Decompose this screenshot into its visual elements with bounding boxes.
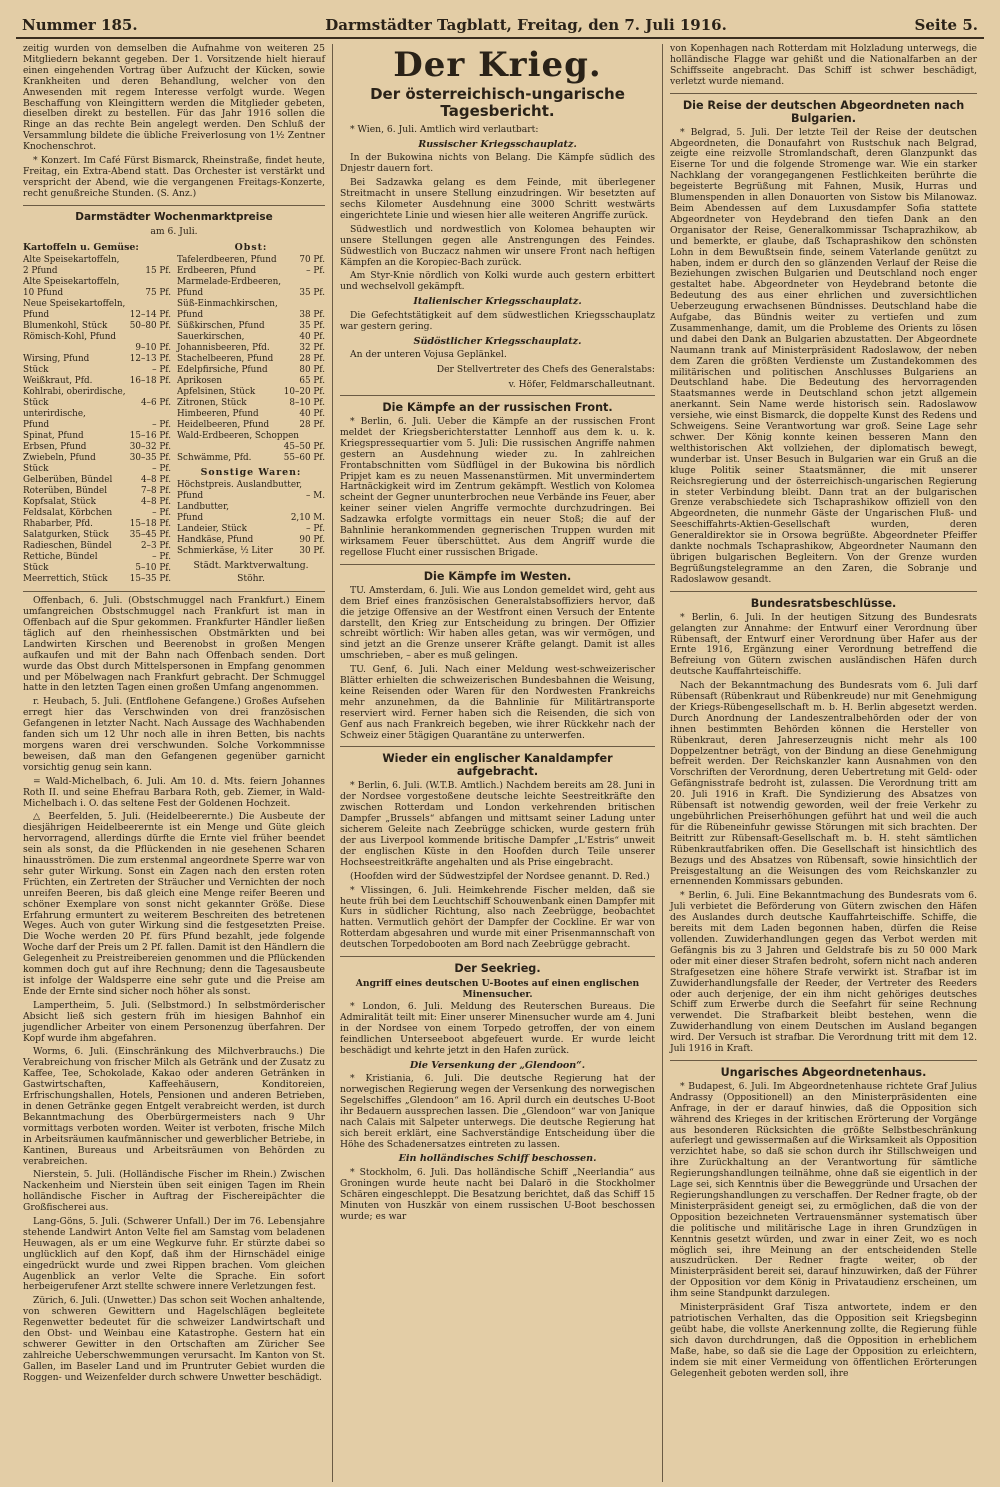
market-row xyxy=(23,541,171,552)
market-row xyxy=(23,398,171,409)
market-price: 2–3 Pf. xyxy=(140,541,171,552)
market-item: Edelpfirsiche, Pfund xyxy=(177,365,268,376)
market-row xyxy=(23,486,171,497)
market-price: 40 Pf. xyxy=(299,332,325,343)
westen-paras xyxy=(340,586,655,742)
market-row xyxy=(23,255,171,266)
kanaldampfer-paragraph: * Berlin, 6. Juli. (W.T.B. Amtlich.) Nachdem bereits am 28. Juni in der Nordsee vorgestoßene deutsche leichte Seestreitkräfte den zwischen Rotterdam und London verkehrenden britischen Dampfer „Brussels“ abfangen und mittsamt seiner Ladung unter sicherem Geleite nach Zeebrügge schicken, wurde gestern früh der aus Liverpool kommende britische Dampfer „L'Estris“ unweit der englischen Küste in den Hoofden durch Teile unserer Hochseestreitkräfte angehalten und als Prise eingebracht. xyxy=(340,780,655,868)
kanaldampfer-paragraph: * Vlissingen, 6. Juli. Heimkehrende Fischer melden, daß sie heute früh bei dem Leuchtschiff Schouwenbank einen Dampfer mit Kurs in südlicher Richtung, also nach Zeebrügge, beobachtet hatten. Vermutlich gehört der Dampfer der Cockline. Er war von Rotterdam abgesahren und wurde mit einer Prisenmannschaft von deutschen Torpedobooten am Bord nach Zeebrügge gebracht. xyxy=(340,884,655,951)
market-price: 15–35 Pf. xyxy=(129,574,171,585)
market-price: 75 Pf. xyxy=(145,288,171,299)
market-item: Weißkraut, Pfd. xyxy=(23,376,93,387)
russian-front-paragraph: In der Bukowina nichts von Belang. Die Kämpfe südlich des Dnjestr dauern fort. xyxy=(340,152,655,175)
market-price: 12–14 Pf. xyxy=(129,310,171,321)
market-item: Höchstpreis. Auslandbutter, xyxy=(177,480,303,491)
heading-holl-schiff: Ein holländisches Schiff beschossen. xyxy=(398,1153,597,1165)
reise-paras xyxy=(670,128,977,586)
market-item: Pfund xyxy=(177,288,204,299)
market-item: Erdbeeren, Pfund xyxy=(177,266,257,277)
market-row xyxy=(23,266,171,277)
divider xyxy=(340,564,655,565)
market-row xyxy=(23,321,171,332)
market-item: Zwiebeln, Pfund xyxy=(23,453,96,464)
russian-front-paragraph: Südwestlich und nordwestlich von Kolomea behaupten wir unsere Stellungen gegen alle Anstrengungen des Feindes. Südwestlich von Buczacz nahmen wir unsere Front nach heftigen Kämpfen an die Koropiec-Bach zurück. xyxy=(340,223,655,268)
war-headline: Der Krieg. xyxy=(393,45,602,85)
market-row xyxy=(177,299,325,310)
market-row xyxy=(23,508,171,519)
market-row xyxy=(177,332,325,343)
masthead xyxy=(16,10,984,39)
article-intro: zeitig wurden von demselben die Aufnahme von weiteren 25 Mitgliedern bekannt gegeben. Der 1. Vorsitzende hielt hierauf einen eingehenden Vortrag über Aufzucht der Kücken, sowie Krankheiten und deren Behandlung, welcher von den Anwesenden mit regem Interesse verfolgt wurde. Wegen Beschaffung von Kleingittern werden die Mitglieder gebeten, dieselben direkt zu bestellen. Für das Jahr 1916 sollen die Ringe an das rechte Bein angelegt werden. Den Schluß der Versammlung bildete die übliche Freiverlosung von 1½ Zentner Knochenschrot. xyxy=(23,44,325,153)
market-price: 40 Pf. xyxy=(299,409,325,420)
market-row xyxy=(177,321,325,332)
continued-text: von Kopenhagen nach Rotterdam mit Holzladung unterwegs, die holländische Flagge war gehißt und die Nationalfarben an der Schiffsseite angebracht. Das Schiff ist schwer beschädigt, verletzt wurde niemand. xyxy=(670,44,977,87)
market-row xyxy=(177,453,325,464)
market-price: 35 Pf. xyxy=(299,288,325,299)
market-price: 35 Pf. xyxy=(299,321,325,332)
market-price: 4–6 Pf. xyxy=(140,398,171,409)
market-item: Pfund xyxy=(23,420,50,431)
market-row xyxy=(177,266,325,277)
market-item: Erbsen, Pfund xyxy=(23,442,87,453)
market-item: Aprikosen xyxy=(177,376,223,387)
market-item: Roterüben, Bündel xyxy=(23,486,108,497)
market-row xyxy=(177,546,325,557)
market-price: 9–10 Pf. xyxy=(135,343,171,354)
market-row xyxy=(23,343,171,354)
market-price: – M. xyxy=(306,491,325,502)
ungarn-paragraph: Ministerpräsident Graf Tisza antwortete, indem er den patriotischen Verhalten, das die Opposition seit Kriegsbeginn geübt habe, die vollste Anerkennung zollte, die Regierung fühle sich davon durchdrungen, daß die Opposition in erheblichem Maße, habe, so daß sie die Lage der Opposition zu erleichtern, indem sie mit einer Vermeidung von öffentlichen Erörterungen Gelegenheit geboten werden soll, ihre xyxy=(670,1302,977,1379)
market-price: 15–16 Pf. xyxy=(129,431,171,442)
market-price: 65 Pf. xyxy=(299,376,325,387)
market-row xyxy=(177,354,325,365)
market-item: Landeier, Stück xyxy=(177,524,247,535)
market-price: 16–18 Pf. xyxy=(129,376,171,387)
bundesrat-paragraph: Nach der Bekanntmachung des Bundesrats vom 6. Juli darf Rübensaft (Rübenkraut und Rübenkreude) nur mit Genehmigung der Kriegs-Rübengesellschaft m. b. H. Berlin abgesetzt werden. Durch Anordnung der Landeszentralbehörden oder der von ihnen bestimmten Behörden können die Hersteller von Rübenkraut, deren Jahreserzeugnis nicht mehr als 100 Doppelzentner beträgt, von der Bindung an diese Genehmigung befreit werden. Der Reichskanzler kann Ausnahmen von den Vorschriften der Verordnung, deren Uebertretung mit Geld- oder Gefängnisstrafe bedroht ist, zulassen. Die Verordnung tritt am 20. Juli 1916 in Kraft. Die Syndizierung des Absatzes von Rübensaft ist notwendig geworden, weil der freie Verkehr zu ungebührlichen Preiserhöhungen geführt hat und weil die auch für die Rübeneinfuhr gewisse Störungen mit sich brachten. Der Beitritt zur Rübensaft-Gesellschaft m. b. H. steht sämtlichen Rübenkrautfabriken offen. Die Gesellschaft ist hinsichtlich des Bezugs und des Absatzes von Rübensaft, sowie hinsichtlich der Preisgestaltung an die Weisungen des vom Reichskanzler zu ernennenden Kommissars gebunden. xyxy=(670,680,977,888)
seekrieg-text: * London, 6. Juli. Meldung des Reuterschen Bureaus. Die Admiralität teilt mit: Einer unserer Minensucher wurde am 4. Juni in der Nordsee von einem Torpedo getroffen, der von einem feindlichen Unterseeboot abgefeuert wurde. Er wurde leicht beschädigt und kehrte jetzt in den Hafen zurück. xyxy=(340,1001,655,1056)
heading-southeast-front: Südöstlicher Kriegsschauplatz. xyxy=(413,335,582,347)
market-row xyxy=(23,497,171,508)
war-intro: * Wien, 6. Juli. Amtlich wird verlautbart: xyxy=(350,124,539,135)
market-head-right: Obst: xyxy=(234,242,268,254)
market-row xyxy=(23,299,171,310)
market-item: Stück xyxy=(23,464,49,475)
market-item: 2 Pfund xyxy=(23,266,58,277)
market-row xyxy=(23,453,171,464)
russian-front-paragraph: Am Styr-Knie nördlich von Kolki wurde auch gestern erbittert und wechselvoll gekämpft. xyxy=(340,270,655,293)
market-item: Pfund xyxy=(177,310,204,321)
market-item: Feldsalat, Körbchen xyxy=(23,508,113,519)
divider xyxy=(340,746,655,747)
market-row xyxy=(23,365,171,376)
market-price: – Pf. xyxy=(306,524,325,535)
market-item: Kohlrabi, oberirdische, xyxy=(23,387,126,398)
market-price: 55–60 Pf. xyxy=(283,453,325,464)
market-item: Stück xyxy=(23,398,49,409)
column-3 xyxy=(662,44,984,1482)
market-date: am 6. Juli. xyxy=(150,226,198,238)
market-price: 45–50 Pf. xyxy=(283,442,325,453)
market-row xyxy=(23,332,171,343)
market-price: 4–8 Pf. xyxy=(140,497,171,508)
westen-paragraph: TU. Amsterdam, 6. Juli. Wie aus London gemeldet wird, geht aus dem Brief eines französischen Generalstabsoffiziers hervor, daß die jetzige Offensive an der Westfront einen Versuch der Entente darstellt, den Krieg zur Entscheidung zu bringen. Der Offizier schreibt wörtlich: Wir haben alles getan, was wir vermögen, und sind jetzt an die Grenze unserer Kräfte gelangt. Damit ist alles umschrieben, – aber es muß gelingen. xyxy=(340,584,655,662)
market-row xyxy=(177,513,325,524)
news-paragraph: Zürich, 6. Juli. (Unwetter.) Das schon seit Wochen anhaltende, von schweren Gewittern und Hagelschlägen begleitete Regenwetter bedeutet für die schweizer Landwirtschaft und den Obst- und Weinbau eine Katastrophe. Gestern hat ein schwerer Gewitter in den Ortschaften am Züricher See zahlreiche Ueberschwemmungen verursacht. Im Kanton von St. Gallen, im Baseler Land und im Pruntruter Gebiet wurden die Roggen- und Weizenfelder durch schwere Unwetter beschädigt. xyxy=(23,1295,325,1383)
local-news xyxy=(23,596,325,1383)
heading-kaempfe-russ: Die Kämpfe an der russischen Front. xyxy=(382,401,613,414)
seekrieg-subtitle: Angriff eines deutschen U-Bootes auf einen englischen Minensucher. xyxy=(355,978,640,1001)
heading-glendoon: Die Versenkung der „Glendoon“. xyxy=(409,1059,586,1071)
market-item: Wirsing, Pfund xyxy=(23,354,90,365)
market-price: 28 Pf. xyxy=(299,354,325,365)
market-price: 4–8 Pf. xyxy=(140,475,171,486)
market-item: Johannisbeeren, Pfd. xyxy=(177,343,270,354)
market-item: Landbutter, xyxy=(177,502,229,513)
market-row xyxy=(23,277,171,288)
reise-paragraph: * Belgrad, 5. Juli. Der letzte Teil der Reise der deutschen Abgeordneten, die Donaufahrt von Rustschuk nach Belgrad, zeigte eine reizvolle Stromlandschaft, deren Glanzpunkt das Eiserne Tor und die folgende Stromenge war. Wie ein starker Nachklang der vorangegangenen Festlichkeiten berührte die begeisterte Begrüßung mit Fahnen, Musik, Hurras und Blumenspenden in allen Donauorten von Sistow bis Milanowaz. Beim Abendessen auf dem Luxusdampfer Sofia stattete Abgeordneter von Heydebrand den tiefen Dank an den Organisator der Reise, Generalkommissar Tschaprazhikow, ab und bemerkte, er glaube, daß Tschaprashikow den schönsten Lohn in dem Bewußtsein finde, seinem Vaterlande genützt zu haben, indem er durch den so glänzenden Verlauf der Reise die Beziehungen zwischen Bulgarien und Deutschland noch enger gestaltet habe. Abgeordneter von Heydebrand betonte die Bedeutung des aus einer ehrlichen und zuversichtlichen Ueberzeugung erwachsenen Bündnisses. Deutschland habe die Aufgabe, das Bündnis weiter zu vertiefen und zum Zusammenhange, damit, um die Probleme des Orients zu lösen und dabei den Dank an Bulgarien abzustatten. Der Abgeordnete Naumann trank auf Ministerpräsident Radoslawow, der neben dem Zaren die größten Verdienste um Zustandekommen des militärischen und politischen Anschlusses Bulgariens an Deutschland habe. Die Bedeutung des hervorragenden Staatsmannes werde in Deutschland schon jetzt allgemein anerkannt. Sein Name werde historisch sein. Radoslawow versiehe, wie einst Bismarck, die doppelte Kunst des Redens und Schweigens. Seine Verantwortung war groß. Seine Lage sehr schwer. Der König konnte keinen besseren Mann den welthistorischen Akt vollziehen, der diplomatisch bewegt, wunderbar ist. Unser Besuch in Bulgarien war ein Gruß an die kluge Politik seiner Staatsmänner, die mit unserer Reichsregierung und der österreichisch-ungarischen Regierung in steter Verbindung bleibt. Dann trat an der bulgarischen Grenze verabschiedete sich Tschaprashikow offiziell von den Abgeordneten, die nunmehr Gäste der Ungarischen Fluß- und Seeschiffahrts-Aktien-Gesellschaft wurden, deren Generaldirektor sie in Orsowa begrüßte. Abgeordneter Pfeiffer dankte nochmals Tschaprashikow, Abgeordneter Naumann den übrigen bulgarischen Begleitern. Von der Grenze wurden Begrüßungstelegramme an den Zaren, die Sobranje und Radoslawow gesandt. xyxy=(670,126,977,585)
ungarn-paragraph: * Budapest, 6. Juli. Im Abgeordnetenhause richtete Graf Julius Andrassy (Oppositionell) an den Ministerpräsidenten eine Anfrage, in der er darauf hinwies, daß die Opposition sich während des Krieges in der kritischen Erörterung der Vorgänge aus besonderen Rücksichten die größte Selbstbeschränkung auferlegt und gewissermaßen auf die Wirksamkeit als Opposition verzichtet habe, so daß sie schon durch ihr Stillschweigen und ihre Zurückhaltung an der Verantwortung für sämtliche Regierungshandlungen teilnähme, ohne daß sie eigentlich in der Lage sei, sich Kenntnis über die Beweggründe und Ursachen der Regierungshandlungen zu verschaffen. Der Redner fragte, ob der Ministerpräsident geneigt sei, zu ermöglichen, daß die von der Opposition bezeichneten Vertrauensmänner systematisch über die politische und militärische Lage in ihren Grundzügen in Kenntnis gesetzt würden, und zwar in einer Zeit, wo es noch möglich sei, ihre Meinung an der entscheidenden Stelle auszudrücken. Der Redner fragte weiter, ob der Ministerpräsident bereit sei, darauf hinzuwirken, daß der Führer der Opposition vor dem König in Privataudienz erscheinen, um ihm seine Standpunkt darzulegen. xyxy=(670,1080,977,1300)
divider xyxy=(670,591,977,592)
market-item: Stachelbeeren, Pfund xyxy=(177,354,274,365)
market-price: 15 Pf. xyxy=(145,266,171,277)
italian-front-text: Die Gefechtstätigkeit auf dem südwestlichen Kriegsschauplatz war gestern gering. xyxy=(340,309,655,332)
market-other-rows xyxy=(177,480,325,557)
market-price: – Pf. xyxy=(152,508,171,519)
market-price: 30 Pf. xyxy=(299,546,325,557)
market-price: 35–45 Pf. xyxy=(129,530,171,541)
market-row xyxy=(177,376,325,387)
market-row xyxy=(177,288,325,299)
market-item: Pfund xyxy=(177,513,204,524)
news-paragraph: Offenbach, 6. Juli. (Obstschmuggel nach Frankfurt.) Einem umfangreichen Obstschmuggel nach Frankfurt ist man in Offenbach auf die Spur gekommen. Frankfurter Händler ließen täglich auf den rheinhessischen Obstmärkten und bei Landwirten Kirschen und Beerenobst in großen Mengen aufkaufen und mit der Bahn nach Offenbach senden. Dort wurde das Obst durch Mittelspersonen in Empfang genommen und per Möbelwagen nach Frankfurt gebracht. Der Schmuggel hatte in den letzten Tagen einen großen Umfang angenommen. xyxy=(23,595,325,694)
market-row xyxy=(23,552,171,563)
market-price: – Pf. xyxy=(152,552,171,563)
market-item: Pfund xyxy=(23,310,50,321)
market-fruit xyxy=(177,239,325,586)
market-item: Schmierkäse, ½ Liter xyxy=(177,546,273,557)
market-price: – Pf. xyxy=(306,266,325,277)
market-item: Himbeeren, Pfund xyxy=(177,409,259,420)
market-price: 38 Pf. xyxy=(299,310,325,321)
market-price: 12–13 Pf. xyxy=(129,354,171,365)
heading-westen: Die Kämpfe im Westen. xyxy=(423,569,572,583)
news-paragraph: Lang-Göns, 5. Juli. (Schwerer Unfall.) Der im 76. Lebensjahre stehende Landwirt Anton Velte fiel am Samstag vom beladenen Heuwagen, als er um eine Wegkurve fuhr. Er stürzte dabei so unglücklich auf den Kopf, daß ihm der Hirnschädel einige eingedrückt wurde und zwei Rippen brachen. Vom gleichen Augenblick an verlor Velte die Sprache. Ein sofort herbeigerufener Arzt stellte schwere innere Verletzungen fest. xyxy=(23,1216,325,1293)
market-price: 15–18 Pf. xyxy=(129,519,171,530)
divider xyxy=(340,395,655,396)
market-item: Rettiche, Bündel xyxy=(23,552,98,563)
heading-seekrieg: Der Seekrieg. xyxy=(454,962,541,976)
market-item: Rhabarber, Pfd. xyxy=(23,519,93,530)
market-row xyxy=(177,343,325,354)
market-row xyxy=(177,502,325,513)
market-vegetables xyxy=(23,239,171,586)
market-price: 80 Pf. xyxy=(299,365,325,376)
bundesrat-paragraph: * Berlin, 6. Juli. In der heutigen Sitzung des Bundesrats gelangten zur Annahme: der Entwurf einer Verordnung über Rübensaft, der Entwurf einer Verordnung über Hafer aus der Ernte 1916, Ergänzung einer Verordnung betreffend die Befreiung von Gütern zwischen ausländischen Häfen durch deutsche Kauffahrteischiffe. xyxy=(670,611,977,678)
heading-italian-front: Italienischer Kriegsschauplatz. xyxy=(413,296,582,308)
market-item: Pfund xyxy=(177,491,204,502)
market-row xyxy=(177,420,325,431)
heading-reise: Die Reise der deutschen Abgeordneten nach Bulgarien. xyxy=(682,98,965,125)
news-paragraph: △ Beerfelden, 5. Juli. (Heidelbeerernte.) Die Ausbeute der diesjährigen Heidelbeerernte ist ein Menge und Güte gleich hervorragend, allerdings dürfte die Ernte viel früher beendet sein als sonst, da die Pflückenden in nie gesehenen Scharen hinausströmen. Die zum erstenmal angeordnete Sperre war von sehr guter Wirkung. Sonst ein Zagen nach den ersten roten Früchten, ein Zertreten der Sträucher und Vernichten der noch unreifen Beeren, bis daß gleich eine Menge reifer Beeren und schöner Exemplare von sonst nicht gekannter Größe. Diese Erfahrung ermuntert zu weiterem Beschreiten des betretenen Weges. Auch von guter Wirkung sind die festgesetzten Preise. Die Woche werden 20 Pf. fürs Pfund bezahlt, jede folgende Woche darf der Preis um 2 Pf. fallen. Damit ist den Händlern die Gelegenheit zu Preistreibereien genommen und die Pflückenden kommen doch gut auf ihre Rechnung; denn die Tagesausbeute ist infolge der Waldsperre eine sehr gute und die Preise am Ende der Ernte sind sicher noch höher als sonst. xyxy=(23,811,325,997)
market-price: – Pf. xyxy=(152,464,171,475)
market-item: Wald-Erdbeeren, Schoppen xyxy=(177,431,299,442)
market-row xyxy=(23,288,171,299)
news-paragraph: r. Heubach, 5. Juli. (Entflohene Gefangene.) Großes Aufsehen erregt hier das Verschwinden von drei französischen Gefangenen in letzter Nacht. Nach Aussage des Wachhabenden fanden sich um 12 Uhr noch alle in ihren Betten, bis nachts morgens waren drei verschwunden. Solche Vorkommnisse beweisen, daß man den Gefangenen gegenüber garnicht vorsichtig genug sein kann. xyxy=(23,696,325,773)
market-price: 5–10 Pf. xyxy=(135,563,171,574)
market-row xyxy=(23,475,171,486)
market-other-title: Sonstige Waren: xyxy=(200,467,302,479)
market-row xyxy=(23,310,171,321)
market-price: 7–8 Pf. xyxy=(140,486,171,497)
divider xyxy=(670,1060,977,1061)
column-bottom-edge xyxy=(333,1478,662,1482)
market-row xyxy=(177,365,325,376)
market-price: 30–32 Pf. xyxy=(129,442,171,453)
news-paragraph: = Wald-Michelbach, 6. Juli. Am 10. d. Mts. feiern Johannes Roth II. und seine Ehefrau Barbara Roth, geb. Ziemer, in Wald-Michelbach i. O. das seltene Fest der Goldenen Hochzeit. xyxy=(23,775,325,809)
market-item: 10 Pfund xyxy=(23,288,64,299)
holl-schiff-text: * Stockholm, 6. Juli. Das holländische Schiff „Neerlandia“ aus Groningen wurde heute nacht bei Dalarö in die Stockholmer Schären eingeschleppt. Die Besatzung berichtet, daß das Schiff 15 Minuten von Huszkär von einem russischen U-Boot beschossen wurde; es war xyxy=(340,1166,655,1222)
southeast-front-text: An der unteren Vojusa Geplänkel. xyxy=(350,349,507,361)
market-item: Süßkirschen, Pfund xyxy=(177,321,265,332)
divider xyxy=(23,205,325,206)
market-item: Gelberüben, Bündel xyxy=(23,475,113,486)
market-item: Römisch-Kohl, Pfund xyxy=(23,332,116,343)
market-price: 2,10 M. xyxy=(290,513,325,524)
westen-paragraph: TU. Genf, 6. Juli. Nach einer Meldung west-schweizerischer Blätter erhielten die schweizerischen Bundesbahnen die Weisung, keine Reisenden oder Waren für den Nordwesten Frankreichs mehr anzunehmen, da die Bahnlinie für Militärtransporte reserviert wird. Ferner haben sich die Reisenden, die sich von Genf aus nach Frankreich begeben, wie ihrer Rückkehr nach der Schweiz einer 5tägigen Quarantäne zu unterwerfen. xyxy=(340,664,655,741)
article-konzert: * Konzert. Im Café Fürst Bismarck, Rheinstraße, findet heute, Freitag, ein Extra-Abend statt. Das Orchester ist verstärkt und verspricht der Abend, wie die vergangenen Freitags-Konzerte, recht genußreiche Stunden. (S. Anz.) xyxy=(23,155,325,199)
market-row xyxy=(177,491,325,502)
market-price: 30–35 Pf. xyxy=(129,453,171,464)
heading-bundesrat: Bundesratsbeschlüsse. xyxy=(750,596,897,610)
heading-russian-front: Russischer Kriegsschauplatz. xyxy=(418,138,577,150)
market-title: Darmstädter Wochenmarktpreise xyxy=(75,210,273,223)
column-bottom-edge xyxy=(663,1478,984,1482)
market-item: Sauerkirschen, xyxy=(177,332,245,343)
market-row xyxy=(177,442,325,453)
market-row xyxy=(23,409,171,420)
market-row xyxy=(23,376,171,387)
market-price: 32 Pf. xyxy=(299,343,325,354)
market-price: 50–80 Pf. xyxy=(129,321,171,332)
market-row xyxy=(177,255,325,266)
news-paragraph: Nierstein, 5. Juli. (Holländische Fischer im Rhein.) Zwischen Nackenheim und Nierstein üben seit einigen Tagen im Rhein holländische Fischer in Auftrag der Fischereipächter die Großfischerei aus. xyxy=(23,1169,325,1214)
market-row xyxy=(177,480,325,491)
market-item: unterirdische, xyxy=(23,409,86,420)
market-item: Radieschen, Bündel xyxy=(23,541,112,552)
market-price: 10–20 Pf. xyxy=(283,387,325,398)
kanaldampfer-paras xyxy=(340,781,655,951)
market-item: Heidelbeeren, Pfund xyxy=(177,420,270,431)
market-price: – Pf. xyxy=(152,365,171,376)
market-price: – Pf. xyxy=(152,420,171,431)
market-row xyxy=(23,420,171,431)
market-row xyxy=(23,354,171,365)
market-item: Alte Speisekartoffeln, xyxy=(23,255,120,266)
market-row xyxy=(23,387,171,398)
market-row xyxy=(23,530,171,541)
market-item: Zitronen, Stück xyxy=(177,398,247,409)
market-item: Neue Speisekartoffeln, xyxy=(23,299,126,310)
news-paragraph: Worms, 6. Juli. (Einschränkung des Milchverbrauchs.) Die Verabreichung von frischer Milch als Getränk und der Zusatz zu Kaffee, Tee, Schokolade, Kakao oder anderen Getränken in Gastwirtschaften, Kaffeehäusern, Konditoreien, Erfrischungshallen, Hotels, Pensionen und anderen Betrieben, in denen Getränke gegen Entgelt verabreicht werden, ist durch Bekanntmachung des Oberbürgermeisters nach 9 Uhr vormittags verboten worden. Weiter ist verboten, frische Milch in Arbeitsräumen kaufmännischer und gewerblicher Betriebe, in Kantinen, Bureaus und Arbeitsräumen von Behörden zu verabreichen. xyxy=(23,1046,325,1167)
market-fruit-rows xyxy=(177,255,325,464)
russian-front-paras xyxy=(340,153,655,293)
market-item: Stück xyxy=(23,563,49,574)
market-row xyxy=(177,431,325,442)
market-price: 90 Pf. xyxy=(299,535,325,546)
news-paragraph: Lampertheim, 5. Juli. (Selbstmord.) In selbstmörderischer Absicht ließ sich gestern früh im hiesigen Bahnhof ein jugendlicher Arbeiter von einem Personenzug überfahren. Der Kopf wurde ihm abgefahren. xyxy=(23,999,325,1044)
market-row xyxy=(23,574,171,585)
market-row xyxy=(177,277,325,288)
issue-number: Nummer 185. xyxy=(22,16,138,34)
market-row xyxy=(177,398,325,409)
market-row xyxy=(23,563,171,574)
market-item: Tafelerdbeeren, Pfund xyxy=(177,255,277,266)
market-row xyxy=(23,431,171,442)
ungarn-paras xyxy=(670,1082,977,1379)
market-table xyxy=(23,239,325,586)
market-row xyxy=(23,519,171,530)
market-item: Stück xyxy=(23,365,49,376)
market-row xyxy=(23,442,171,453)
market-item: Apfelsinen, Stück xyxy=(177,387,256,398)
market-signature-2: Stöhr. xyxy=(237,573,265,585)
market-item: Blumenkohl, Stück xyxy=(23,321,108,332)
market-item: Salatgurken, Stück xyxy=(23,530,109,541)
market-signature-1: Städt. Marktverwaltung. xyxy=(193,560,309,572)
market-item: Süß-Einmachkirschen, xyxy=(177,299,278,310)
kaempfe-russ-text: * Berlin, 6. Juli. Ueber die Kämpfe an der russischen Front meldet der Kriegsberichterstatter Lennhoff aus dem k. u. k. Kriegspressequartier vom 5. Juli: Die russischen Angriffe nahmen gestern an Ausdehnung wieder zu. In zahlreichen Frontabschnitten vom Südflügel in der Bukowina bis nördlich Pripjet kam es zu neuen Massenanstürmen. Mit unvermindertem Hartnäckigkeit wird im Zentrum gekämpft. Westlich von Kolomea scheint der Gegner ununterbrochen neue Verbände ins Feuer, aber keiner seiner vielen Angriffe vermochte durchzudringen. Bei Sadzawka erfolgte vormittags ein neuer Stoß; die auf der Bahnlinie herankommenden gegnerischen Truppen wurden mit wirksamem Feuer überschüttet. Aus dem Angriff wurde die regellose Flucht einer russischen Brigade. xyxy=(340,416,655,558)
divider xyxy=(340,956,655,957)
signature-line-1: Der Stellvertreter des Chefs des Generalstabs: xyxy=(436,364,655,375)
market-item: Kopfsalat, Stück xyxy=(23,497,96,508)
column-1 xyxy=(16,44,332,1482)
bundesrat-paragraph: * Berlin, 6. Juli. Eine Bekanntmachung des Bundesrats vom 6. Juli verbietet die Beförderung von Gütern zwischen den Häfen des Auslandes durch deutsche Kauffahrteischiffe. Schiffe, die bereits mit dem Laden begonnen haben, dürfen die Reise vollenden. Zuwiderhandlungen gegen das Verbot werden mit Gefängnis bis zu 3 Jahren und Geldstrafe bis zu 50 000 Mark oder mit einer dieser Strafen bedroht, sofern nicht nach anderen Strafgesetzen eine höhere Strafe verwirkt ist. Strafbar ist im Zuwiderhandlungsfalle der Reeder, der Vertreter des Reeders oder auch derjenige, der ein ihm nicht gehöriges deutsches Schiff zum Erwerbe durch die Seefahrt für seine Rechnung verwendet. Die Strafbarkeit bleibt bestehen, wenn die Zuwiderhandlung von einem Deutschen im Ausland begangen wird. Der Versuch ist strafbar. Die Verordnung tritt mit dem 12. Juli 1916 in Kraft. xyxy=(670,890,977,1055)
column-bottom-edge xyxy=(16,1478,332,1482)
divider xyxy=(23,591,325,592)
signature-line-2: v. Höfer, Feldmarschalleutnant. xyxy=(508,379,655,390)
divider xyxy=(670,93,977,94)
heading-ungarn: Ungarisches Abgeordnetenhaus. xyxy=(720,1065,927,1079)
page-number: Seite 5. xyxy=(914,16,978,34)
market-row xyxy=(177,535,325,546)
market-row xyxy=(177,524,325,535)
market-head-left: Kartoffeln u. Gemüse: xyxy=(23,242,139,254)
market-price: 70 Pf. xyxy=(299,255,325,266)
market-item: Schwämme, Pfd. xyxy=(177,453,252,464)
newspaper-dateline: Darmstädter Tagblatt, Freitag, den 7. Juli 1916. xyxy=(325,16,727,34)
market-row xyxy=(23,464,171,475)
market-row xyxy=(177,409,325,420)
market-item: Spinat, Pfund xyxy=(23,431,84,442)
heading-kanaldampfer: Wieder ein englischer Kanaldampfer aufgebracht. xyxy=(382,752,613,779)
market-item: Handkäse, Pfund xyxy=(177,535,254,546)
war-subtitle: Der österreichisch-ungarische Tagesbericht. xyxy=(370,85,625,120)
market-row xyxy=(177,387,325,398)
bundesrat-paras xyxy=(670,613,977,1055)
market-row xyxy=(177,310,325,321)
glendoon-text: * Kristiania, 6. Juli. Die deutsche Regierung hat der norwegischen Regierung wegen der Versenkung des norwegischen Segelschiffes „Glendoon“ am 16. April durch ein deutsches U-Boot ihr Bedauern aussprechen lassen. Die „Glendoon“ war von Janique nach Calais mit Salpeter unterwegs. Die deutsche Regierung hat sich bereit erklärt, eine Sachverständige Entscheidung über die Höhe des Schadenersatzes eintreten zu lassen. xyxy=(340,1073,655,1150)
russian-front-paragraph: Bei Sadzawka gelang es dem Feinde, mit überlegener Streitmacht in unsere Stellung einzudringen. Wir besetzten auf sechs Kilometer Ausdehnung eine 3000 Schritt westwärts eingerichtete Linie und wiesen hier alle weiteren Angriffe zurück. xyxy=(340,177,655,221)
market-item: Alte Speisekartoffeln, xyxy=(23,277,120,288)
market-price: 28 Pf. xyxy=(299,420,325,431)
kanaldampfer-paragraph: (Hoofden wird der Südwestzipfel der Nordsee genannt. D. Red.) xyxy=(350,870,650,882)
market-item: Meerrettich, Stück xyxy=(23,574,108,585)
market-price: 8–10 Pf. xyxy=(289,398,325,409)
column-2 xyxy=(332,44,662,1482)
columns xyxy=(16,44,984,1482)
market-item: Marmelade-Erdbeeren, xyxy=(177,277,282,288)
